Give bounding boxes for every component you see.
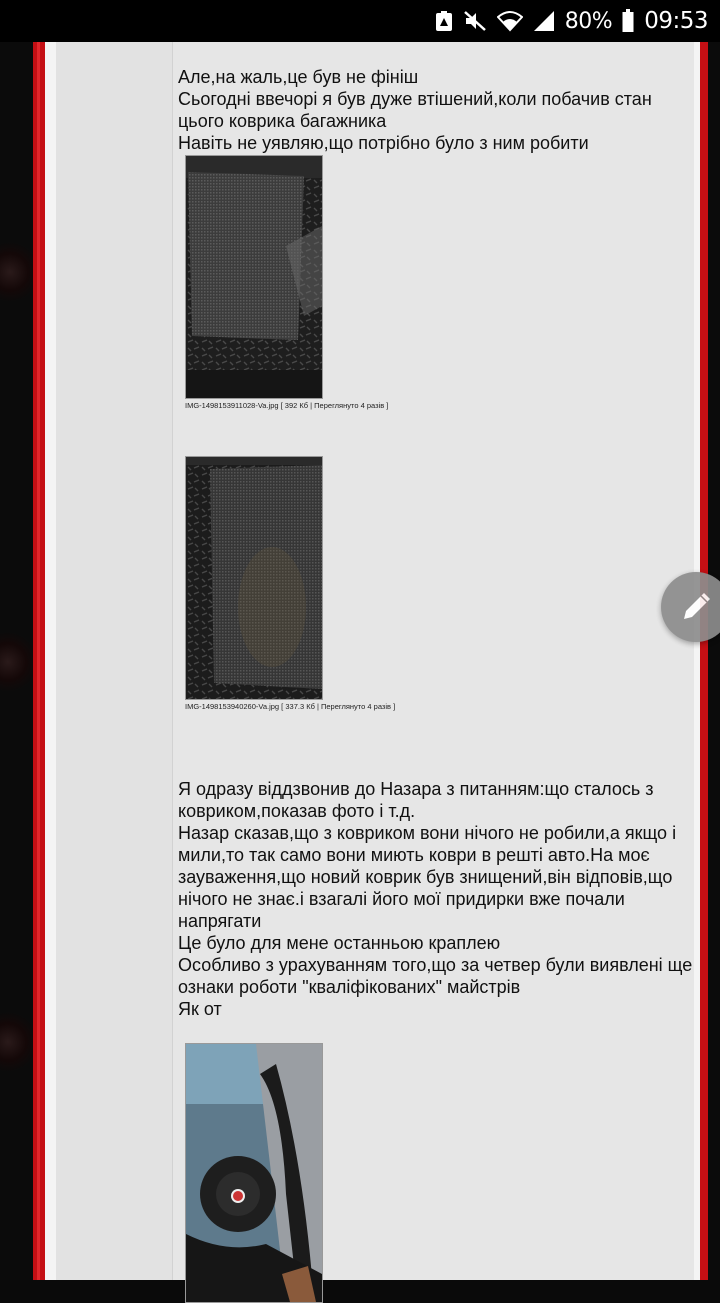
- attachment-image[interactable]: [185, 155, 323, 399]
- notification-icon: [435, 10, 453, 32]
- trunk-mat-photo: [186, 156, 322, 398]
- post-line: Це було для мене останньою краплею: [178, 933, 501, 953]
- wifi-icon: [497, 10, 523, 32]
- post-paragraph-2: [178, 778, 698, 1020]
- post-line: Особливо з урахуванням того,що за четвер були виявлені ще ознаки роботи "кваліфікованих" майстрів: [178, 955, 693, 997]
- trunk-mat-photo: [186, 457, 322, 699]
- pencil-icon: [676, 587, 716, 627]
- car-interior-photo: [186, 1044, 322, 1302]
- signal-icon: [533, 10, 555, 32]
- attachment-caption[interactable]: IMG-1498153911028-Va.jpg [ 392 Кб | Переглянуто 4 разів ]: [185, 401, 389, 410]
- status-bar: [0, 0, 720, 42]
- attachment-image[interactable]: [185, 1043, 323, 1303]
- author-column: [56, 42, 173, 1280]
- post-line: Як от: [178, 999, 222, 1019]
- post-line: Сьогодні ввечорі я був дуже втішений,коли побачив стан цього коврика багажника: [178, 89, 652, 131]
- clock: 09:53: [644, 8, 708, 34]
- mute-icon: [463, 10, 487, 32]
- post-line: Але,на жаль,це був не фініш: [178, 67, 419, 87]
- attachment-caption[interactable]: IMG-1498153940260-Va.jpg [ 337.3 Кб | Переглянуто 4 разів ]: [185, 702, 396, 711]
- post-line: Навіть не уявляю,що потрібно було з ним робити: [178, 133, 589, 153]
- post-line: Назар сказав,що з ковриком вони нічого не робили,а якщо і мили,то так само вони миють коври в решті авто.На моє зауваження,що новий коврик був знищений,він відповів,що нічого не знає.і взагалі його мої придирки вже почали напрягати: [178, 823, 677, 931]
- battery-icon: [622, 9, 634, 33]
- post-paragraph-1: [178, 66, 698, 154]
- post-body: [178, 42, 698, 1280]
- battery-percent: 80%: [564, 8, 613, 34]
- attachment-image[interactable]: [185, 456, 323, 700]
- post-line: Я одразу віддзвонив до Назара з питанням:що сталось з ковриком,показав фото і т.д.: [178, 779, 654, 821]
